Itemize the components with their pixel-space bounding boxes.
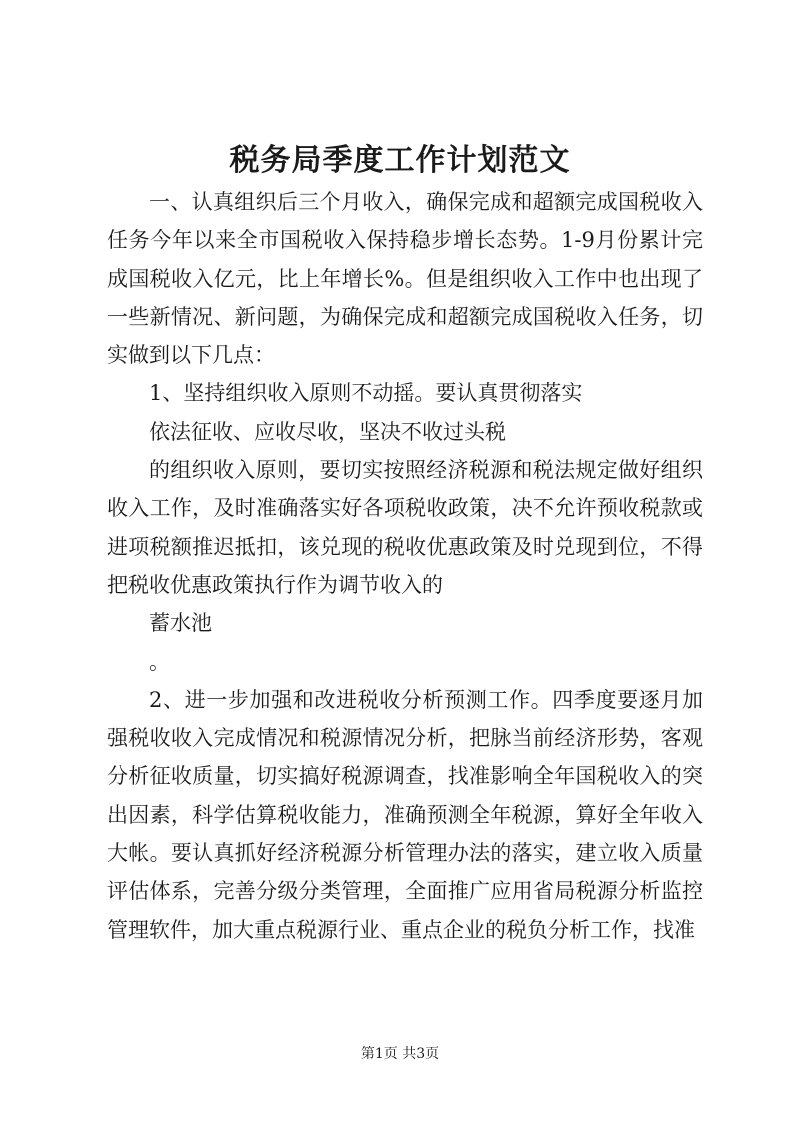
document-title: 税务局季度工作计划范文 [229, 143, 571, 178]
paragraph-4: 的组织收入原则，要切实按照经济税源和税法规定做好组织收入工作，及时准确落实好各项税收政策，决不允许预收税款或进项税额推迟抵扣，该兑现的税收优惠政策及时兑现到位，不得把税收优惠政策执行作为调节收入的 [107, 458, 703, 597]
paragraph-1: 一、认真组织后三个月收入，确保完成和超额完成国税收入任务今年以来全市国税收入保持稳步增长态势。1-9月份累计完成国税收入亿元，比上年增长%。但是组织收入工作中也出现了一些新情况、新问题，为确保完成和超额完成国税收入任务，切实做到以下几点： [107, 190, 703, 368]
paragraph-7: 2、进一步加强和改进税收分析预测工作。四季度要逐月加强税收收入完成情况和税源情况分析，把脉当前经济形势，客观分析征收质量，切实搞好税源调查，找准影响全年国税收入的突出因素，科学估算税收能力，准确预测全年税源，算好全年收入大帐。要认真抓好经济税源分析管理办法的落实，建立收入质量评估体系，完善分级分类管理，全面推广应用省局税源分析监控管理软件，加大重点税源行业、重点企业的税负分析工作，找准 [107, 687, 703, 942]
page-footer: 第1页 共3页 [360, 1046, 440, 1062]
paragraph-3: 依法征收、应收尽收，坚决不收过头税 [149, 419, 506, 444]
paragraph-6: 。 [149, 649, 170, 674]
paragraph-5: 蓄水池 [149, 611, 212, 636]
document-body [107, 183, 703, 949]
paragraph-2: 1、坚持组织收入原则不动摇。要认真贯彻落实 [149, 381, 583, 406]
